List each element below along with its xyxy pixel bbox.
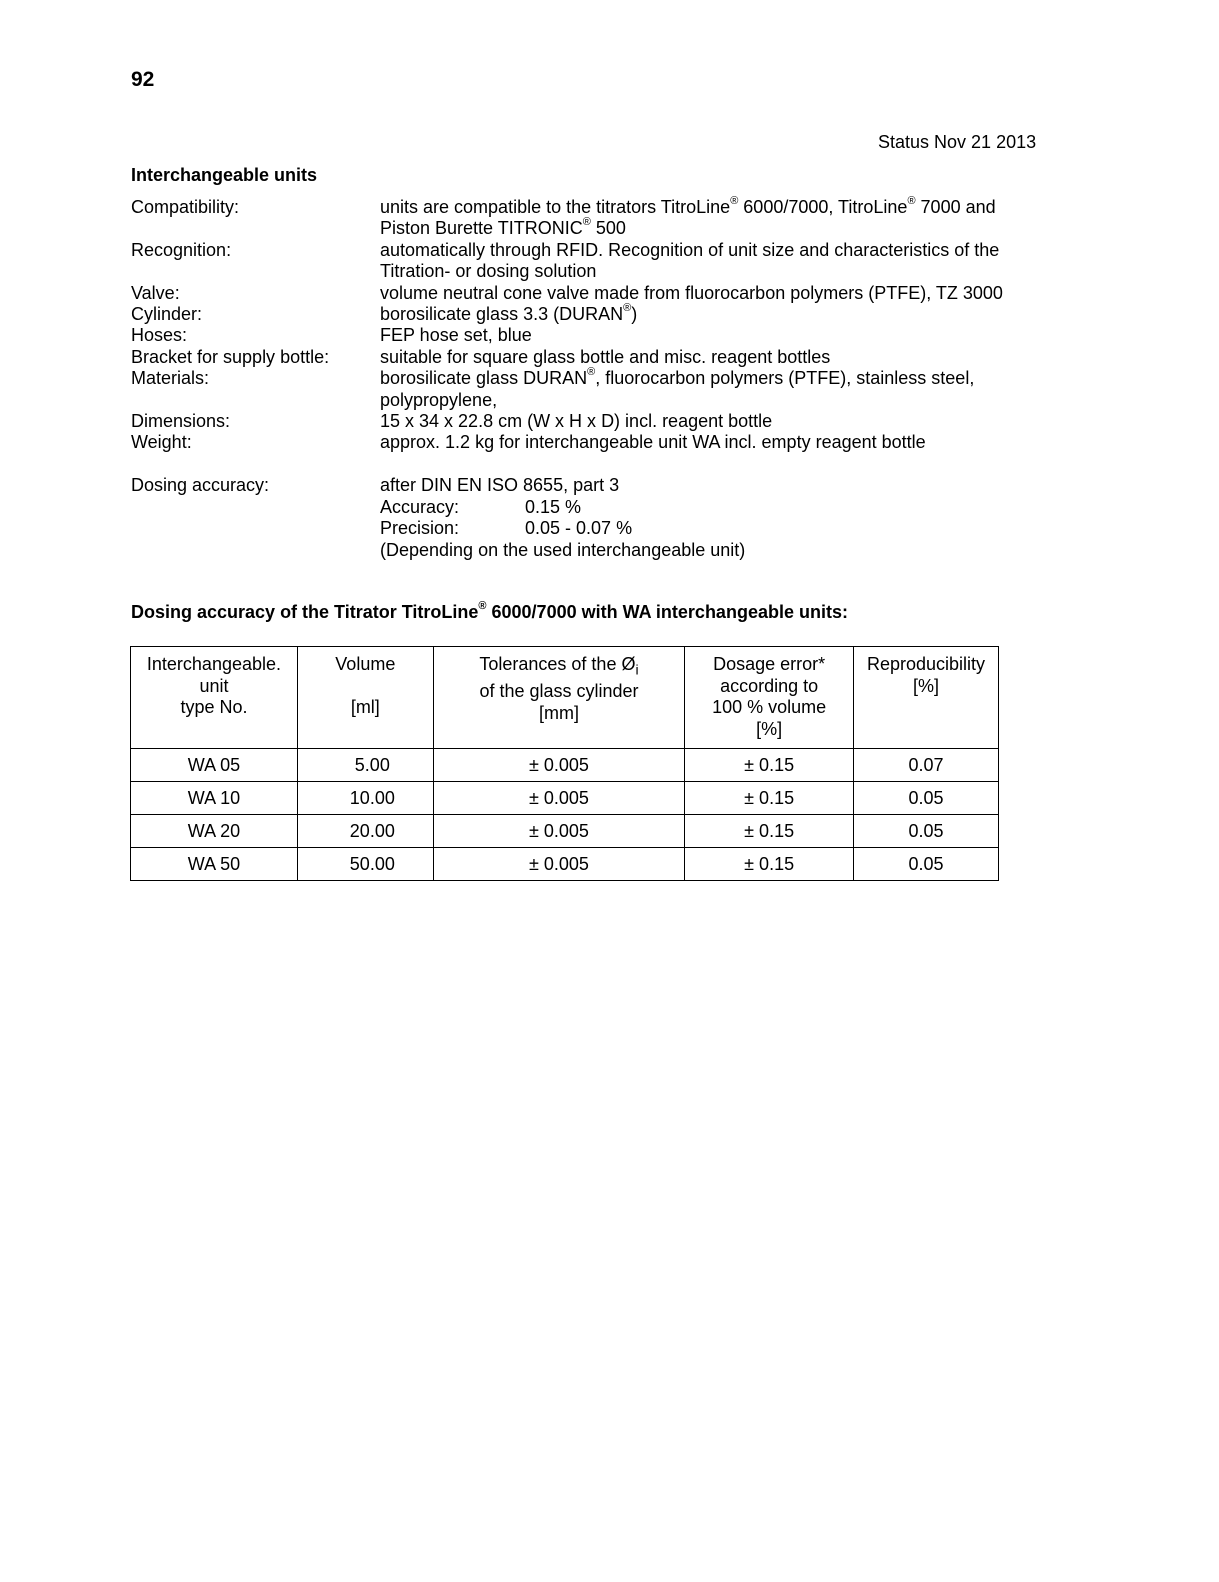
table-header-row xyxy=(131,647,999,749)
spec-label: Weight: xyxy=(131,432,192,453)
cell-unit: WA 20 xyxy=(131,815,298,848)
spec-hoses xyxy=(131,325,1031,346)
header-reproducibility: Reproducibility [%] xyxy=(854,647,999,749)
cell-volume: 5.00 xyxy=(297,749,433,782)
cell-dosage-error: ± 0.15 xyxy=(685,815,854,848)
cell-dosage-error: ± 0.15 xyxy=(685,749,854,782)
cell-tolerance: ± 0.005 xyxy=(433,782,685,815)
spec-value: borosilicate glass DURAN®, fluorocarbon polymers (PTFE), stainless steel, polypropylene, xyxy=(380,366,975,410)
accuracy-line: Accuracy: 0.15 % xyxy=(380,496,582,517)
spec-label: Compatibility: xyxy=(131,197,240,217)
table-row xyxy=(131,749,999,782)
spec-recognition xyxy=(131,240,1031,283)
cell-unit: WA 05 xyxy=(131,749,298,782)
cell-dosage-error: ± 0.15 xyxy=(685,848,854,881)
spec-value: units are compatible to the titrators TitroLine® 6000/7000, TitroLine® 7000 and Piston Burette TITRONIC® 500 xyxy=(380,195,996,239)
spec-value: automatically through RFID. Recognition of unit size and characteristics of the Titration- or dosing solution xyxy=(380,239,1000,282)
spec-label: Valve: xyxy=(131,282,180,303)
spec-bracket xyxy=(131,347,1031,368)
spec-compatibility xyxy=(131,197,1031,240)
spec-value: FEP hose set, blue xyxy=(380,325,532,346)
spec-label: Hoses: xyxy=(131,325,188,346)
spec-value: borosilicate glass 3.3 (DURAN®) xyxy=(380,302,638,325)
spec-label: Materials: xyxy=(131,368,210,389)
header-tolerance: Tolerances of the $Ø_i$ of the glass cylinder [mm] xyxy=(433,647,685,749)
table-row xyxy=(131,848,999,881)
cell-unit: WA 10 xyxy=(131,782,298,815)
cell-reproducibility: 0.07 xyxy=(854,749,999,782)
spec-weight xyxy=(131,432,1031,453)
spec-label: Dosing accuracy: xyxy=(131,475,270,496)
spec-value: volume neutral cone valve made from fluorocarbon polymers (PTFE), TZ 3000 xyxy=(380,282,1003,303)
cell-dosage-error: ± 0.15 xyxy=(685,782,854,815)
cell-volume: 20.00 xyxy=(297,815,433,848)
spec-label: Recognition: xyxy=(131,239,232,260)
cell-volume: 10.00 xyxy=(297,782,433,815)
table-row xyxy=(131,815,999,848)
spec-value: suitable for square glass bottle and misc. reagent bottles xyxy=(380,346,831,367)
spec-value: approx. 1.2 kg for interchangeable unit WA incl. empty reagent bottle xyxy=(380,432,926,453)
spec-materials xyxy=(131,368,1031,411)
spec-cylinder xyxy=(131,304,1031,325)
spec-label: Cylinder: xyxy=(131,304,203,325)
spec-value: 15 x 34 x 22.8 cm (W x H x D) incl. reagent bottle xyxy=(380,411,773,432)
cell-tolerance: ± 0.005 xyxy=(433,848,685,881)
status-date: Status Nov 21 2013 xyxy=(878,132,1037,152)
table-heading: Dosing accuracy of the Titrator TitroLine® 6000/7000 with WA interchangeable units: xyxy=(131,600,848,622)
spec-dimensions xyxy=(131,411,1031,432)
page-number: 92 xyxy=(131,68,155,91)
accuracy-table xyxy=(130,646,999,881)
cell-reproducibility: 0.05 xyxy=(854,782,999,815)
spec-dosing-accuracy xyxy=(131,475,1031,561)
precision-line: Precision: 0.05 - 0.07 % xyxy=(380,518,633,539)
cell-volume: 50.00 xyxy=(297,848,433,881)
spec-label: Dimensions: xyxy=(131,411,231,432)
header-unit: Interchangeable. unit type No. xyxy=(131,647,298,749)
header-volume: Volume [ml] xyxy=(297,647,433,749)
cell-reproducibility: 0.05 xyxy=(854,815,999,848)
section-title: Interchangeable units xyxy=(131,165,318,185)
header-dosage-error: Dosage error* according to 100 % volume [%] xyxy=(685,647,854,749)
spec-valve xyxy=(131,283,1031,304)
table-row xyxy=(131,782,999,815)
cell-reproducibility: 0.05 xyxy=(854,848,999,881)
spec-value: after DIN EN ISO 8655, part 3 Accuracy: 0.15 % Precision: 0.05 - 0.07 % (Depending on the used interchangeable unit) xyxy=(380,475,1031,561)
cell-unit: WA 50 xyxy=(131,848,298,881)
spec-list xyxy=(131,197,1031,561)
spec-label: Bracket for supply bottle: xyxy=(131,346,330,367)
cell-tolerance: ± 0.005 xyxy=(433,749,685,782)
cell-tolerance: ± 0.005 xyxy=(433,815,685,848)
